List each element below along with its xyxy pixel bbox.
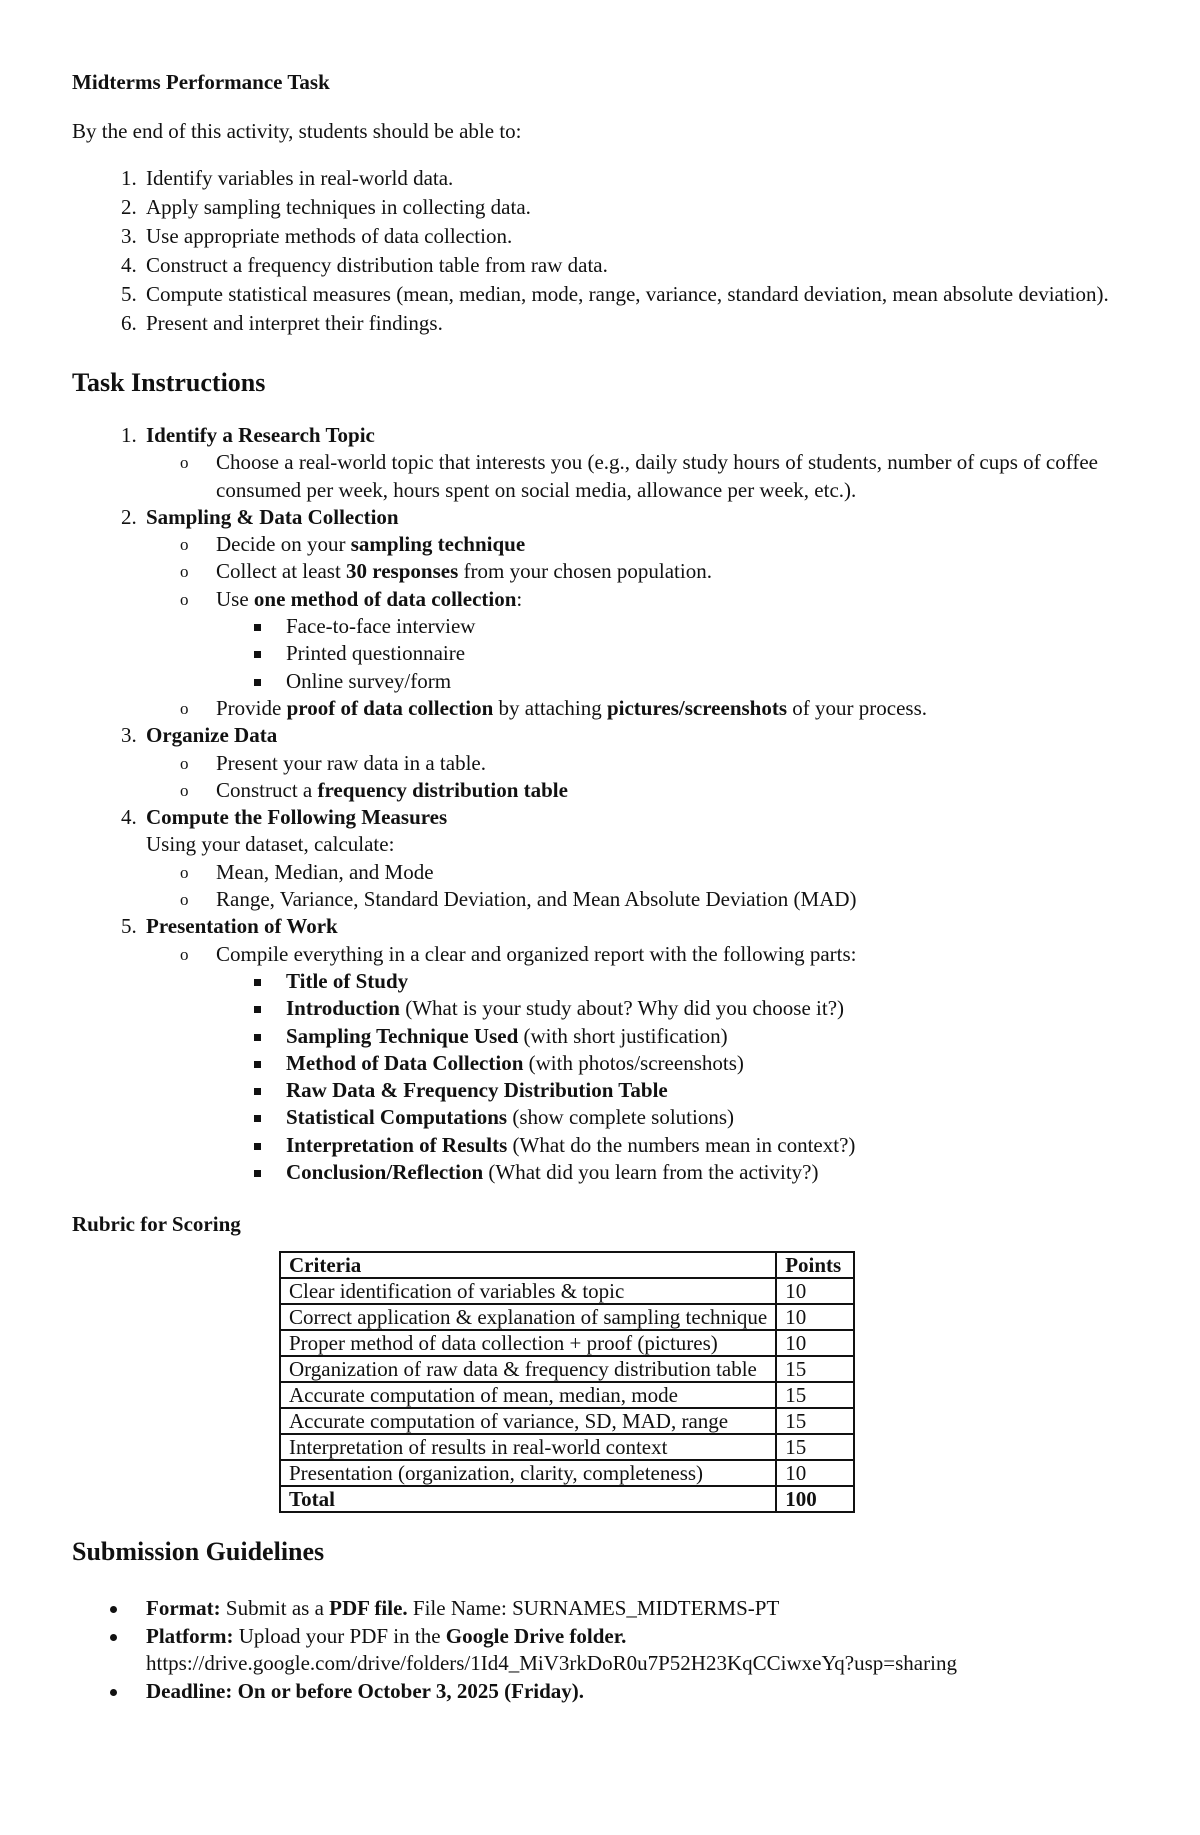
step-title: Identify a Research Topic: [146, 423, 375, 447]
table-row: [280, 1330, 854, 1356]
report-part-item: [286, 1159, 1132, 1186]
document-title: Midterms Performance Task: [72, 70, 330, 94]
points-cell: 15: [776, 1434, 854, 1460]
step-lead: Using your dataset, calculate:: [146, 832, 395, 857]
step-item: [142, 913, 1132, 1186]
sub-item-text: Decide on your: [216, 532, 351, 557]
report-part-note: (What did you learn from the activity?): [483, 1160, 819, 1185]
method-list: [216, 613, 1132, 695]
criteria-cell: Accurate computation of variance, SD, MAD, range: [280, 1408, 776, 1434]
points-cell: 10: [776, 1460, 854, 1486]
points-cell: 10: [776, 1304, 854, 1330]
format-text: Submit as a: [220, 1596, 330, 1621]
submission-format-item: [142, 1595, 1132, 1623]
objective-item: 5. Compute statistical measures (mean, median, mode, range, variance, standard deviation, mean absolute deviation).: [142, 280, 1132, 309]
report-part-item: [286, 1077, 1132, 1104]
sub-item-text: :: [516, 586, 523, 611]
step-item: [142, 804, 1132, 913]
task-steps-list: [72, 422, 1132, 1186]
sub-item: [216, 750, 1132, 777]
table-row: [280, 1434, 854, 1460]
step-sublist: [146, 449, 1132, 504]
points-cell: 10: [776, 1278, 854, 1304]
criteria-cell: Organization of raw data & frequency distribution table: [280, 1356, 776, 1382]
report-part-title: Sampling Technique Used: [286, 1023, 519, 1048]
table-row: [280, 1460, 854, 1486]
method-item: Face-to-face interview: [286, 613, 1132, 640]
criteria-cell: Proper method of data collection + proof (pictures): [280, 1330, 776, 1356]
report-part-title: Title of Study: [286, 968, 409, 993]
objective-item: 2. Apply sampling techniques in collecting data.: [142, 193, 1132, 222]
report-part-title: Statistical Computations: [286, 1105, 508, 1130]
points-cell: 10: [776, 1330, 854, 1356]
report-part-note: (with photos/screenshots): [523, 1050, 744, 1075]
objective-item: 1. Identify variables in real-world data.: [142, 164, 1132, 193]
sub-item-text: Collect at least: [216, 559, 347, 584]
sub-item-text: Provide: [216, 695, 287, 720]
platform-bold: Google Drive folder.: [445, 1623, 627, 1648]
points-cell: 15: [776, 1408, 854, 1434]
format-filename: File Name: SURNAMES_MIDTERMS-PT: [407, 1596, 780, 1621]
step-item: [142, 504, 1132, 722]
sub-item: [216, 859, 1132, 886]
report-part-title: Conclusion/Reflection: [286, 1160, 484, 1185]
report-part-title: Introduction: [286, 996, 400, 1021]
points-cell: 15: [776, 1382, 854, 1408]
sub-item-text: of your process.: [787, 695, 927, 720]
platform-text: Upload your PDF in the: [233, 1623, 446, 1648]
sub-item-text: from your chosen population.: [458, 559, 712, 584]
sub-item: [216, 695, 1132, 722]
sub-item-text: Range, Variance, Standard Deviation, and Mean Absolute Deviation (MAD): [216, 887, 857, 912]
sub-item-text: Construct a: [216, 777, 318, 802]
sub-item: [216, 886, 1132, 913]
sub-item-bold: 30 responses: [346, 559, 459, 584]
step-title: Presentation of Work: [146, 914, 338, 939]
objective-item: 3. Use appropriate methods of data collection.: [142, 222, 1132, 251]
table-row: [280, 1408, 854, 1434]
table-row: [280, 1304, 854, 1330]
deadline-label: Deadline:: [146, 1678, 233, 1703]
sub-item: [216, 558, 1132, 585]
sub-item: [216, 449, 1132, 504]
table-row: [280, 1278, 854, 1304]
sub-item: [216, 941, 1132, 1187]
method-item: Printed questionnaire: [286, 640, 1132, 667]
sub-item-bold: frequency distribution table: [317, 777, 568, 802]
sub-item: [216, 531, 1132, 558]
step-title: Compute the Following Measures: [146, 805, 448, 830]
format-label: Format:: [146, 1596, 221, 1621]
report-part-note: (show complete solutions): [507, 1105, 734, 1130]
total-points: 100: [776, 1486, 854, 1512]
report-part-title: Method of Data Collection: [286, 1050, 524, 1075]
criteria-cell: Correct application & explanation of sampling technique: [280, 1304, 776, 1330]
step-title: Organize Data: [146, 723, 278, 748]
report-part-title: Interpretation of Results: [286, 1132, 508, 1157]
points-header: Points: [776, 1252, 854, 1278]
sub-item-text: Mean, Median, and Mode: [216, 859, 434, 884]
platform-label: Platform:: [146, 1623, 234, 1648]
total-label: Total: [280, 1486, 776, 1512]
report-part-title: Raw Data & Frequency Distribution Table: [286, 1078, 668, 1103]
objective-item: 6. Present and interpret their findings.: [142, 309, 1132, 338]
submission-deadline-item: [142, 1678, 1132, 1706]
report-part-item: [286, 1104, 1132, 1131]
report-part-item: [286, 1132, 1132, 1159]
sub-item-bold: pictures/screenshots: [606, 695, 788, 720]
format-bold: PDF file.: [329, 1596, 408, 1621]
drive-folder-link[interactable]: https://drive.google.com/drive/folders/1Id4_MiV3rkDoR0u7P52H23KqCCiwxeYq?usp=sharing: [146, 1651, 957, 1676]
sub-item-bold: sampling technique: [350, 532, 526, 557]
criteria-cell: Accurate computation of mean, median, mode: [280, 1382, 776, 1408]
rubric-header-row: [280, 1252, 854, 1278]
rubric-title: Rubric for Scoring: [72, 1212, 241, 1237]
report-part-item: [286, 1050, 1132, 1077]
step-title: Sampling & Data Collection: [146, 504, 399, 529]
report-part-note: (What do the numbers mean in context?): [507, 1132, 856, 1157]
sub-item: [216, 586, 1132, 695]
criteria-header: Criteria: [280, 1252, 776, 1278]
criteria-cell: Interpretation of results in real-world context: [280, 1434, 776, 1460]
step-sublist: [146, 941, 1132, 1187]
deadline-text: On or before October 3, 2025 (Friday).: [232, 1678, 585, 1703]
rubric-table: [279, 1251, 855, 1513]
criteria-cell: Presentation (organization, clarity, completeness): [280, 1460, 776, 1486]
report-part-note: (with short justification): [518, 1023, 728, 1048]
sub-item-bold: proof of data collection: [286, 695, 494, 720]
report-parts-list: [216, 968, 1132, 1186]
total-row: [280, 1486, 854, 1512]
sub-item-text: by attaching: [493, 695, 607, 720]
sub-item-text: Present your raw data in a table.: [216, 750, 486, 775]
sub-item-text: Choose a real-world topic that interests you (e.g., daily study hours of students, number of cups of coffee consumed per week, hours spent on social media, allowance per week, etc.).: [216, 450, 1098, 502]
points-cell: 15: [776, 1356, 854, 1382]
criteria-cell: Clear identification of variables & topic: [280, 1278, 776, 1304]
table-row: [280, 1382, 854, 1408]
step-sublist: [146, 531, 1132, 722]
sub-item-bold: one method of data collection: [253, 586, 517, 611]
task-instructions-heading: Task Instructions: [72, 368, 266, 397]
sub-item: [216, 777, 1132, 804]
step-sublist: [146, 750, 1132, 805]
method-item: Online survey/form: [286, 668, 1132, 695]
step-item: [142, 722, 1132, 804]
report-part-item: [286, 1023, 1132, 1050]
sub-item-text: Use: [216, 586, 254, 611]
sub-item-text: Compile everything in a clear and organized report with the following parts:: [216, 941, 857, 966]
document-page: [72, 70, 1132, 1705]
submission-heading: Submission Guidelines: [72, 1537, 325, 1567]
intro-text: By the end of this activity, students should be able to:: [72, 119, 522, 143]
step-item: [142, 422, 1132, 504]
objective-item: 4. Construct a frequency distribution table from raw data.: [142, 251, 1132, 280]
report-part-item: [286, 995, 1132, 1022]
table-row: [280, 1356, 854, 1382]
submission-platform-item: [142, 1623, 1132, 1678]
report-part-note: (What is your study about? Why did you choose it?): [399, 996, 845, 1021]
submission-list: [72, 1595, 1132, 1705]
step-sublist: [146, 859, 1132, 914]
objectives-list: [72, 164, 1132, 338]
report-part-item: [286, 968, 1132, 995]
